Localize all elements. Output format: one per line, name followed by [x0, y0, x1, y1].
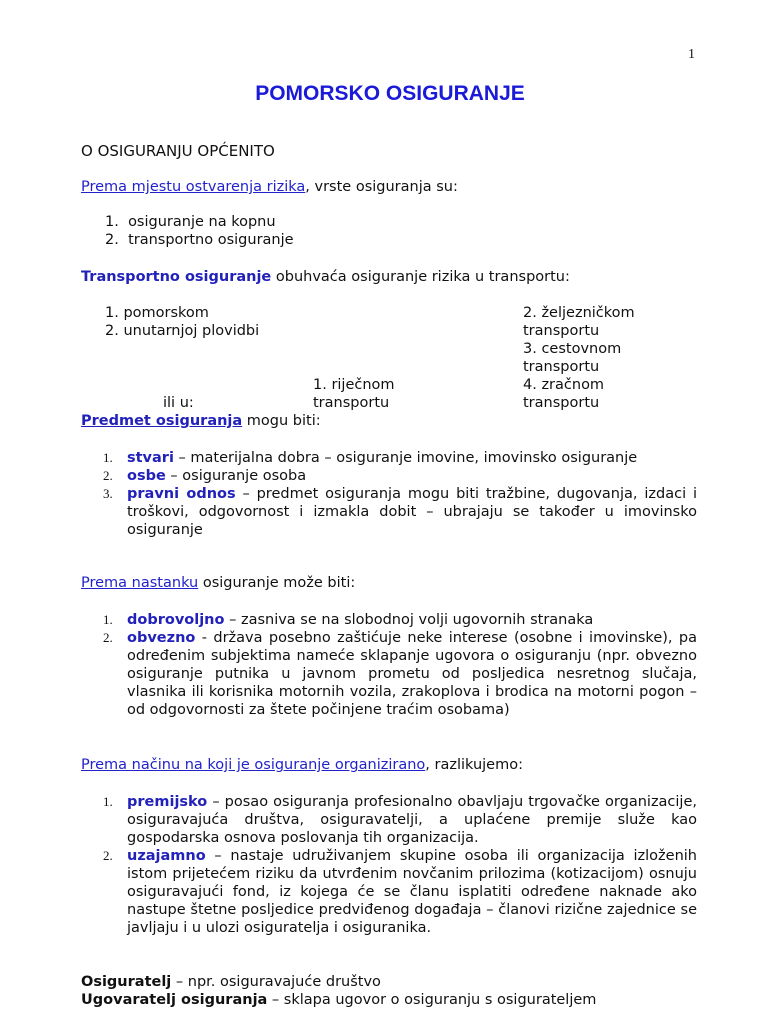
list-item: 1. riječnom [313, 377, 395, 393]
list-item: 2. obvezno - država posebno zaštićuje neke interese (osobne i imovinske), pa određenim subjektima nameće sklapanje ugovora o osiguranju (npr. obvezno osiguranje putnika u javnom prometu od posljedica nesretnog slučaja, vlasnika ili korisnika motornih vozila, zrakoplova i brodica na motorni pogon – od odgovornosti za štete počinjene traćim osobama) [103, 630, 697, 718]
section-heading: O OSIGURANJU OPĆENITO [81, 142, 275, 160]
subject-intro-text: mogu biti: [242, 413, 321, 429]
list-item: transportu [523, 323, 600, 339]
origin-intro [81, 574, 355, 592]
list-item: 3. cestovnom [523, 341, 622, 357]
list-item: 2. transportno osiguranje [105, 232, 294, 248]
transport-col1 [105, 304, 259, 340]
organization-list [103, 793, 697, 937]
subject-list [103, 449, 697, 539]
list-item: 2. unutarnjoj plovidbi [105, 323, 260, 339]
transport-intro [81, 268, 570, 286]
location-intro-text: , vrste osiguranja su: [305, 179, 458, 195]
origin-list [103, 611, 697, 719]
transport-col3 [523, 304, 635, 412]
list-item: 1. premijsko – posao osiguranja profesionalno obavljaju trgovačke organizacije, osiguravajuća društva, osiguravatelji, a uplaćene premije služe kao gospodarska osnova poslovanja tih organizacija. [103, 794, 697, 846]
transport-col2 [313, 376, 395, 412]
list-item: transportu [313, 395, 390, 411]
document-title: POMORSKO OSIGURANJE [255, 82, 525, 105]
list-item: transportu [523, 359, 600, 375]
location-intro [81, 178, 458, 196]
list-item: 2. osbe – osiguranje osoba [103, 468, 307, 484]
organization-intro [81, 756, 523, 774]
list-item: 2. uzajamno – nastaje udruživanjem skupine osoba ili organizacija izloženih istom prijetećem riziku da utvrđenim novčanim prilozima (kotizacijom) osnuju osiguravajući fond, iz kojega će se članu isplatiti određene naknade ako nastupe štetne posljedice predviđenog događaja – članovi rizične zajednice se javljaju i u ulozi osiguratelja i osiguranika. [103, 848, 697, 936]
list-item: 1. pomorskom [105, 305, 209, 321]
list-item: 2. željezničkom [523, 305, 635, 321]
list-item: 1. stvari – materijalna dobra – osiguranje imovine, imovinsko osiguranje [103, 450, 638, 466]
or-in-label: ili u: [163, 395, 194, 411]
list-item: 3. pravni odnos – predmet osiguranja mogu biti tražbine, dugovanja, izdaci i troškovi, odgovornost i izmakla dobit – ubrajaju se također u imovinsko osiguranje [103, 486, 697, 538]
transport-intro-text: obuhvaća osiguranje rizika u transportu: [271, 269, 570, 285]
definition-contractor: Ugovaratelj osiguranja – sklapa ugovor o osiguranju s osigurateljem [81, 992, 597, 1008]
organization-link[interactable]: Prema načinu na koji je osiguranje organizirano [81, 757, 426, 773]
origin-link[interactable]: Prema nastanku [81, 575, 199, 591]
location-risk-link[interactable]: Prema mjestu ostvarenja rizika [81, 179, 306, 195]
page-number: 1 [688, 47, 695, 62]
subject-intro [81, 412, 321, 430]
list-item: transportu [523, 395, 600, 411]
organization-intro-text: , razlikujemo: [425, 757, 523, 773]
location-list [105, 213, 294, 249]
list-item: 1. dobrovoljno – zasniva se na slobodnoj volji ugovornih stranaka [103, 612, 594, 628]
subject-term: Predmet osiguranja [81, 413, 243, 429]
transport-term: Transportno osiguranje [81, 269, 272, 285]
definition-insurer: Osiguratelj – npr. osiguravajuće društvo [81, 974, 381, 990]
list-item: 4. zračnom [523, 377, 605, 393]
origin-intro-text: osiguranje može biti: [198, 575, 356, 591]
list-item: 1. osiguranje na kopnu [105, 214, 276, 230]
